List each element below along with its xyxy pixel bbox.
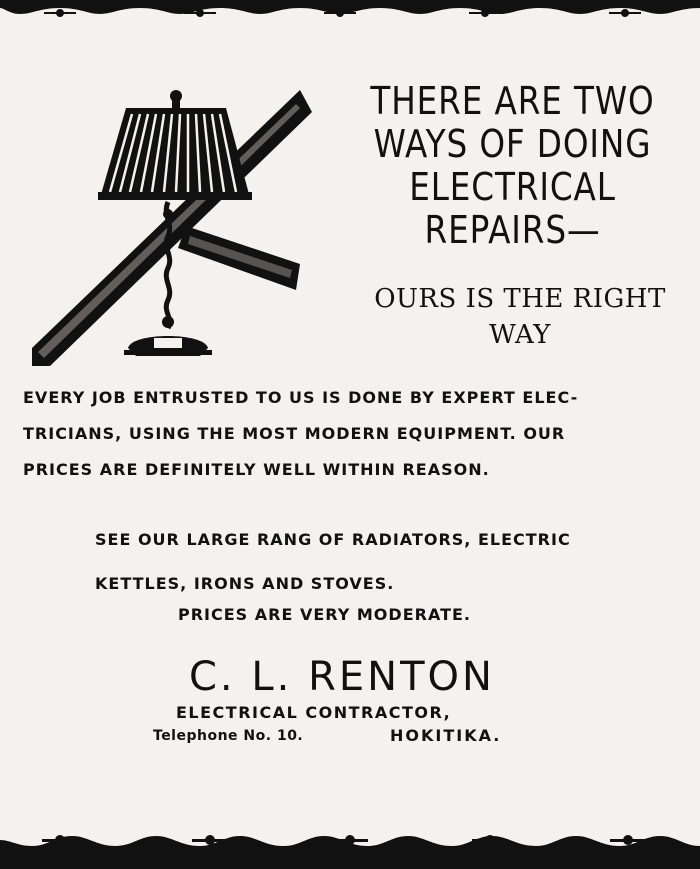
subheadline-line: OURS IS THE RIGHT bbox=[374, 284, 666, 314]
crossed-out-lamp-illustration bbox=[28, 86, 318, 366]
range-line: KETTLES, IRONS AND STOVES. bbox=[95, 574, 395, 593]
telephone-number: Telephone No. 10. bbox=[153, 728, 304, 744]
headline-line: REPAIRS— bbox=[424, 208, 601, 252]
body-line: PRICES ARE DEFINITELY WELL WITHIN REASON. bbox=[23, 460, 490, 479]
advertiser-name: C. L. RENTON bbox=[189, 654, 495, 700]
bottom-decorative-border bbox=[0, 828, 700, 869]
town-name: HOKITIKA. bbox=[390, 726, 502, 745]
subheadline-line: WAY bbox=[489, 320, 551, 350]
headline bbox=[364, 80, 661, 252]
range-line: SEE OUR LARGE RANG OF RADIATORS, ELECTRIC bbox=[95, 530, 571, 549]
prices-note: PRICES ARE VERY MODERATE. bbox=[178, 605, 471, 624]
top-decorative-border bbox=[0, 0, 700, 26]
body-line: TRICIANS, USING THE MOST MODERN EQUIPMENT. OUR bbox=[23, 424, 566, 443]
headline-line: ELECTRICAL bbox=[409, 165, 616, 209]
body-paragraph bbox=[23, 380, 673, 488]
product-range-paragraph bbox=[95, 518, 655, 606]
headline-line: THERE ARE TWO bbox=[370, 79, 655, 123]
headline-line: WAYS OF DOING bbox=[373, 122, 652, 166]
body-line: EVERY JOB ENTRUSTED TO US IS DONE BY EXPERT ELEC- bbox=[23, 388, 579, 407]
subheadline bbox=[345, 281, 695, 353]
advertiser-trade: ELECTRICAL CONTRACTOR, bbox=[176, 703, 452, 722]
